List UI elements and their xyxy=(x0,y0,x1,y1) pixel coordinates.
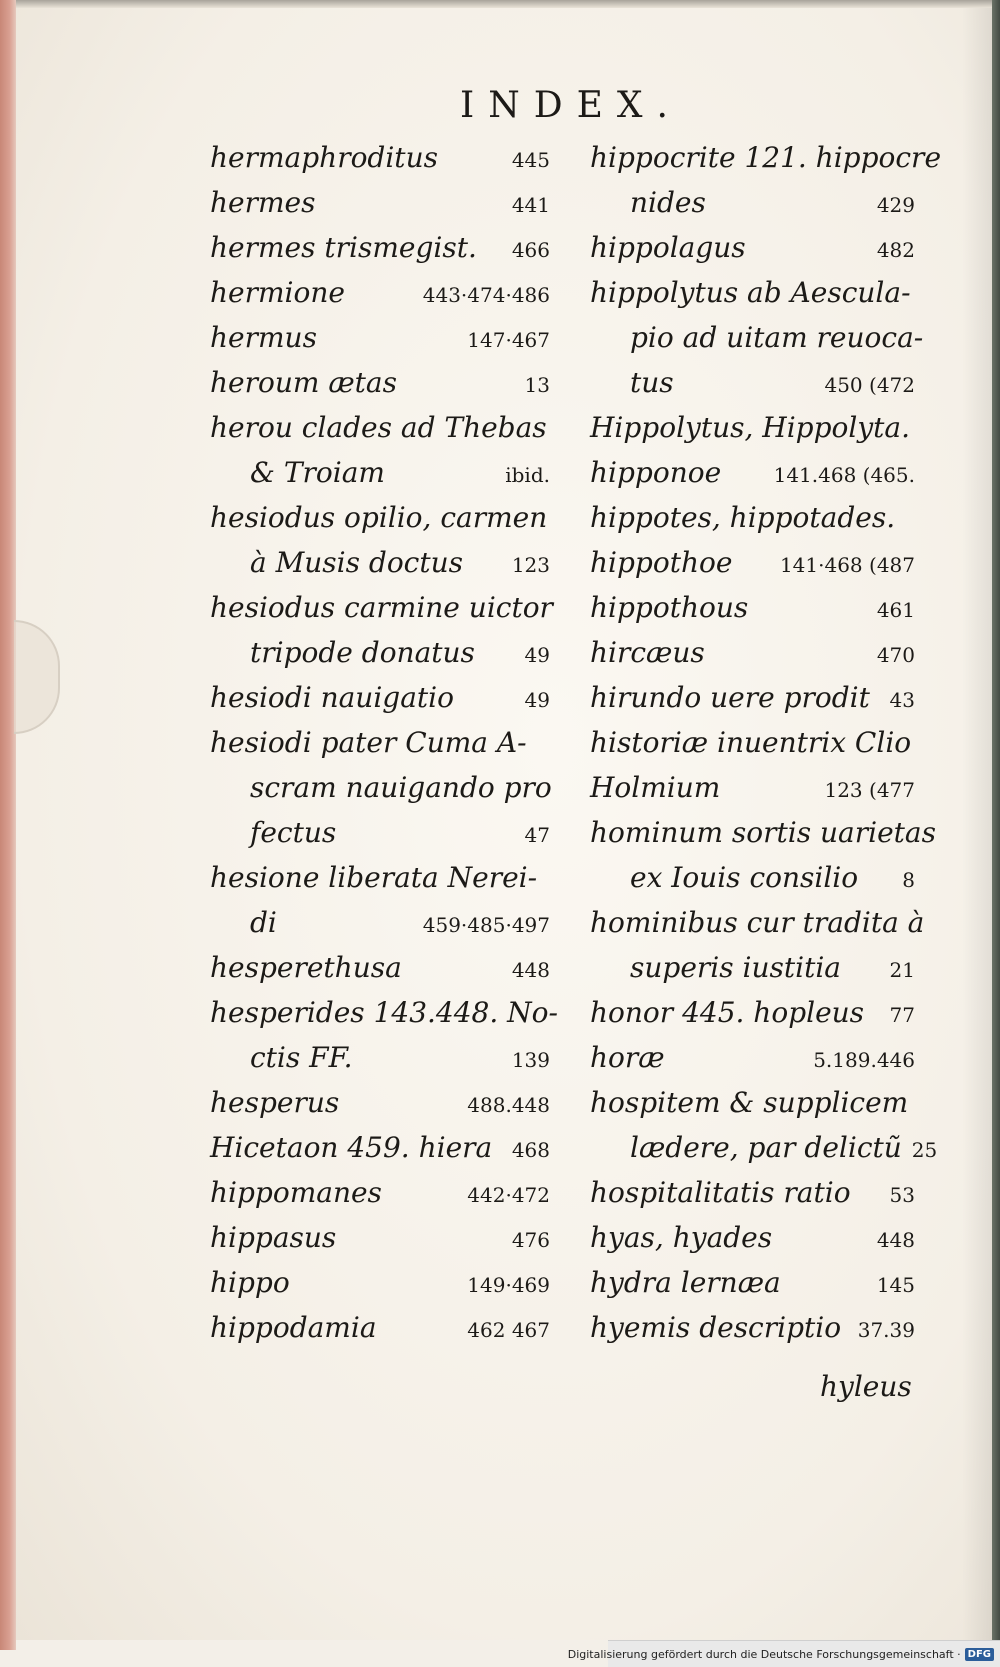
index-term: hesiodus carmine uictor xyxy=(210,591,553,624)
index-pages: 123 xyxy=(511,553,550,577)
index-pages: 488.448 xyxy=(467,1093,550,1117)
index-pages: 459·485·497 xyxy=(422,913,550,937)
index-pages: 441 xyxy=(511,193,550,217)
index-pages: 468 xyxy=(511,1138,550,1162)
index-term: hippothoe xyxy=(590,546,733,579)
index-term: hesperides 143.448. No- xyxy=(210,996,558,1029)
index-entry xyxy=(210,360,550,405)
index-pages: 147·467 xyxy=(467,328,550,352)
index-entry xyxy=(590,1260,915,1305)
index-term: hesiodi nauigatio xyxy=(210,681,454,714)
index-pages: 77 xyxy=(889,1003,915,1027)
index-term: hippolagus xyxy=(590,231,746,264)
index-entry xyxy=(210,990,558,1035)
index-term: nides xyxy=(630,186,706,219)
index-entry xyxy=(210,765,550,810)
index-entry xyxy=(210,720,550,765)
index-term: hermus xyxy=(210,321,317,354)
index-pages: 13 xyxy=(524,373,550,397)
index-entry xyxy=(590,990,915,1035)
index-column-right xyxy=(590,135,942,1350)
index-pages: 461 xyxy=(876,598,915,622)
index-term: ctis FF. xyxy=(250,1041,353,1074)
index-term: scram nauigando pro xyxy=(250,771,552,804)
index-entry xyxy=(590,675,915,720)
index-pages: 145 xyxy=(876,1273,915,1297)
index-entry xyxy=(590,450,915,495)
index-entry xyxy=(210,855,550,900)
index-term: Holmium xyxy=(590,771,721,804)
index-entry xyxy=(590,945,915,990)
index-pages: 5.189.446 xyxy=(813,1048,915,1072)
index-term: hippomanes xyxy=(210,1176,382,1209)
index-pages: 448 xyxy=(511,958,550,982)
index-entry xyxy=(210,585,553,630)
index-entry xyxy=(590,360,915,405)
index-pages: 450 (472 xyxy=(824,373,915,397)
index-term: hominum sortis uarietas xyxy=(590,816,936,849)
index-pages: 149·469 xyxy=(467,1273,550,1297)
index-entry xyxy=(210,180,550,225)
index-term: à Musis doctus xyxy=(250,546,464,579)
book-edge-left xyxy=(0,0,16,1650)
book-edge-right xyxy=(992,0,1000,1650)
index-entry xyxy=(210,675,550,720)
index-entry xyxy=(590,720,915,765)
index-pages: 141.468 (465. xyxy=(773,463,915,487)
index-term: historiæ inuentrix Clio xyxy=(590,726,912,759)
index-entry xyxy=(590,630,915,675)
index-entry xyxy=(210,900,550,945)
footer-credit: Digitalisierung gefördert durch die Deutsche Forschungsgemeinschaft · xyxy=(567,1647,961,1661)
index-entry xyxy=(210,810,550,855)
index-entry xyxy=(590,1035,915,1080)
index-pages: 443·474·486 xyxy=(422,283,550,307)
index-entry xyxy=(210,630,550,675)
index-entry xyxy=(590,855,915,900)
index-term: hesiodus opilio, carmen xyxy=(210,501,548,534)
index-entry xyxy=(590,765,915,810)
index-entry xyxy=(590,1215,915,1260)
index-term: hermaphroditus xyxy=(210,141,438,174)
index-pages: 470 xyxy=(876,643,915,667)
index-entry xyxy=(210,405,550,450)
index-term: tripode donatus xyxy=(250,636,475,669)
index-entry xyxy=(590,270,915,315)
index-term: hirundo uere prodit xyxy=(590,681,870,714)
index-pages: 49 xyxy=(524,643,550,667)
index-term: hippodamia xyxy=(210,1311,377,1344)
index-pages: 448 xyxy=(876,1228,915,1252)
index-pages: ibid. xyxy=(505,463,550,487)
index-entry xyxy=(210,135,550,180)
index-entry xyxy=(590,135,942,180)
catchword: hyleus xyxy=(820,1370,912,1403)
index-entry xyxy=(590,810,936,855)
index-entry xyxy=(210,315,550,360)
index-term: horæ xyxy=(590,1041,665,1074)
index-term: hyemis descriptio xyxy=(590,1311,842,1344)
index-pages: 43 xyxy=(889,688,915,712)
index-term: hippothous xyxy=(590,591,749,624)
index-entry xyxy=(210,1035,550,1080)
index-entry xyxy=(590,405,915,450)
index-term: hospitem & supplicem xyxy=(590,1086,909,1119)
digitization-footer xyxy=(567,1640,1000,1667)
page-header: INDEX. xyxy=(460,85,682,126)
index-term: lædere, par delictũ xyxy=(630,1131,902,1164)
index-pages: 47 xyxy=(524,823,550,847)
index-entry xyxy=(210,1170,550,1215)
index-entry xyxy=(590,180,915,225)
index-term: hippocrite 121. hippocre xyxy=(590,141,942,174)
index-term: & Troiam xyxy=(250,456,385,489)
index-entry xyxy=(590,225,915,270)
index-term: hippolytus ab Aescula- xyxy=(590,276,911,309)
book-edge-top xyxy=(16,0,992,8)
index-term: herou clades ad Thebas xyxy=(210,411,547,444)
page-shadow xyxy=(962,8,992,1640)
index-pages: 141·468 (487 xyxy=(779,553,915,577)
index-term: Hicetaon 459. hiera xyxy=(210,1131,493,1164)
index-term: hippasus xyxy=(210,1221,337,1254)
index-entry xyxy=(210,1305,550,1350)
index-pages: 37.39 xyxy=(857,1318,915,1342)
index-pages: 49 xyxy=(524,688,550,712)
index-term: hermes xyxy=(210,186,316,219)
index-entry xyxy=(590,1170,915,1215)
index-entry xyxy=(210,495,550,540)
index-term: heroum ætas xyxy=(210,366,397,399)
index-entry xyxy=(210,225,550,270)
index-entry xyxy=(210,1125,550,1170)
index-term: hospitalitatis ratio xyxy=(590,1176,851,1209)
index-term: tus xyxy=(630,366,674,399)
index-entry xyxy=(590,495,915,540)
index-pages: 442·472 xyxy=(467,1183,550,1207)
index-pages: 466 xyxy=(511,238,550,262)
index-entry xyxy=(210,450,550,495)
index-entry xyxy=(590,315,924,360)
index-entry xyxy=(590,900,925,945)
index-term: hominibus cur tradita à xyxy=(590,906,925,939)
index-entry xyxy=(590,585,915,630)
index-pages: 429 xyxy=(876,193,915,217)
index-term: hippo xyxy=(210,1266,290,1299)
index-term: hipponoe xyxy=(590,456,722,489)
index-term: hesione liberata Nerei- xyxy=(210,861,538,894)
index-pages: 25 xyxy=(911,1138,938,1162)
index-entry xyxy=(210,270,550,315)
index-term: ex Iouis consilio xyxy=(630,861,859,894)
index-pages: 462 467 xyxy=(467,1318,550,1342)
index-entry xyxy=(210,1080,550,1125)
index-term: hydra lernæa xyxy=(590,1266,781,1299)
index-entry xyxy=(590,1305,915,1350)
index-pages: 445 xyxy=(511,148,550,172)
index-entry xyxy=(210,945,550,990)
index-pages: 8 xyxy=(902,868,915,892)
index-pages: 123 (477 xyxy=(824,778,915,802)
index-term: hyas, hyades xyxy=(590,1221,773,1254)
index-column-left xyxy=(210,135,558,1350)
index-term: pio ad uitam reuoca- xyxy=(630,321,924,354)
index-pages: 139 xyxy=(511,1048,550,1072)
index-entry xyxy=(210,1215,550,1260)
index-entry xyxy=(590,1080,915,1125)
index-term: superis iustitia xyxy=(630,951,841,984)
index-term: hermes trismegist. xyxy=(210,231,477,264)
index-term: hesperethusa xyxy=(210,951,402,984)
index-entry xyxy=(210,1260,550,1305)
index-term: di xyxy=(250,906,277,939)
index-pages: 482 xyxy=(876,238,915,262)
index-term: honor 445. hopleus xyxy=(590,996,865,1029)
index-term: fectus xyxy=(250,816,337,849)
index-entry xyxy=(590,540,915,585)
index-term: hircæus xyxy=(590,636,705,669)
index-pages: 21 xyxy=(889,958,915,982)
index-term: hippotes, hippotades. xyxy=(590,501,896,534)
index-term: Hippolytus, Hippolyta. xyxy=(590,411,911,444)
index-term: hesiodi pater Cumа A- xyxy=(210,726,527,759)
index-entry xyxy=(590,1125,938,1170)
index-term: hermione xyxy=(210,276,345,309)
index-term: hesperus xyxy=(210,1086,340,1119)
index-pages: 476 xyxy=(511,1228,550,1252)
dfg-logo: DFG xyxy=(965,1648,994,1661)
index-entry xyxy=(210,540,550,585)
index-pages: 53 xyxy=(889,1183,915,1207)
